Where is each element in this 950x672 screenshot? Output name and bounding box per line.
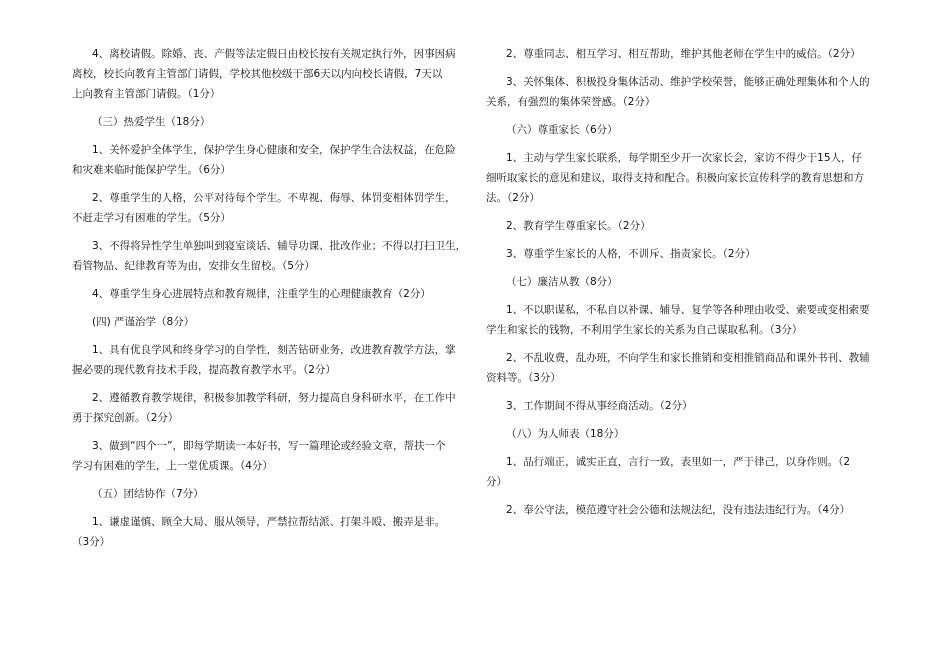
text-line: （七）廉洁从教（8分）	[506, 276, 618, 288]
text-line: 4、离校请假。除婚、丧、产假等法定假日由校长按有关规定执行外，因事因病	[92, 48, 456, 60]
text-line: （三）热爱学生（18分）	[92, 116, 211, 128]
text-line: 2、不乱收费，乱办班，不向学生和家长推销和变相推销商品和课外书刊、教辅	[506, 352, 870, 364]
text-line: （五）团结协作（7分）	[92, 488, 204, 500]
clause-paragraph	[486, 348, 882, 388]
text-line: (四) 严谨治学（8分）	[92, 316, 195, 328]
left-column	[72, 44, 472, 552]
text-line: 1、主动与学生家长联系，每学期至少开一次家长会，家访不得少于15人，仔	[506, 152, 863, 164]
section-heading	[72, 312, 472, 332]
text-line: 法。（2分）	[486, 192, 540, 204]
text-line: 3、做到“四个一”，即每学期读一本好书，写一篇理论或经验文章，帮扶一个	[92, 440, 446, 452]
clause-paragraph	[72, 140, 472, 180]
clause-paragraph	[486, 396, 882, 416]
text-line: 2、尊重同志、相互学习、相互帮助，维护其他老师在学生中的威信。（2分）	[506, 48, 861, 60]
clause-paragraph	[486, 72, 882, 112]
text-line: 1、谦虚谨慎、顾全大局、服从领导，严禁拉帮结派、打架斗殴、搬弄是非。	[92, 516, 446, 528]
text-line: 2、尊重学生的人格，公平对待每个学生。不卑视、侮辱、体罚变相体罚学生，	[92, 192, 456, 204]
text-line: 细听取家长的意见和建议，取得支持和配合。积极向家长宣传科学的教育思想和方	[486, 172, 864, 184]
text-line: 3、尊重学生家长的人格，不训斥、指责家长。（2分）	[506, 248, 756, 260]
clause-paragraph	[486, 216, 882, 236]
text-line: 分）	[486, 476, 507, 488]
text-line: 握必要的现代教育技术手段，提高教育教学水平。（2分）	[72, 364, 336, 376]
text-line: 离校，校长向教育主管部门请假，学校其他校级干部6天以内向校长请假，7天以	[72, 68, 443, 80]
clause-paragraph	[486, 44, 882, 64]
text-line: 和灾难来临时能保护学生。（6分）	[72, 164, 231, 176]
clause-paragraph	[486, 300, 882, 340]
clause-paragraph	[72, 236, 472, 276]
text-line: （3分）	[72, 536, 111, 548]
section-heading	[486, 424, 882, 444]
clause-paragraph	[72, 388, 472, 428]
text-line: 1、品行端正，诚实正直，言行一致，表里如一，严于律己，以身作则。（2	[506, 456, 851, 468]
clause-paragraph	[72, 436, 472, 476]
section-heading	[486, 120, 882, 140]
clause-paragraph	[486, 244, 882, 264]
text-line: 3、关怀集体、积极投身集体活动、维护学校荣誉，能够正确处理集体和个人的	[506, 76, 870, 88]
right-column	[486, 44, 882, 520]
text-line: 关系，有强烈的集体荣誉感。（2分）	[486, 96, 656, 108]
text-line: 勇于探究创新。（2分）	[72, 412, 179, 424]
clause-paragraph	[72, 284, 472, 304]
section-heading	[72, 112, 472, 132]
text-line: 学习有困难的学生，上一堂优质课。（4分）	[72, 460, 273, 472]
clause-paragraph	[486, 452, 882, 492]
clause-paragraph	[72, 340, 472, 380]
text-line: 1、不以职谋私，不私自以补课、辅导、复学等各种理由收受、索要或变相索要	[506, 304, 870, 316]
text-line: （八）为人师表（18分）	[506, 428, 625, 440]
text-line: 3、工作期间不得从事经商活动。（2分）	[506, 400, 693, 412]
clause-paragraph	[72, 188, 472, 228]
clause-paragraph	[72, 44, 472, 104]
text-line: 不赶走学习有困难的学生。（5分）	[72, 212, 231, 224]
clause-paragraph	[72, 512, 472, 552]
text-line: （六）尊重家长（6分）	[506, 124, 618, 136]
text-line: 4、尊重学生身心进展特点和教育规律，注重学生的心理健康教育（2分）	[92, 288, 431, 300]
section-heading	[486, 272, 882, 292]
text-line: 2、教育学生尊重家长。（2分）	[506, 220, 651, 232]
text-line: 上向教育主管部门请假。（1分）	[72, 88, 221, 100]
clause-paragraph	[486, 148, 882, 208]
text-line: 3、不得将异性学生单独叫到寝室谈话、辅导功课、批改作业；不得以打扫卫生，	[92, 240, 467, 252]
section-heading	[72, 484, 472, 504]
text-line: 2、遵循教育教学规律，积极参加教学科研，努力提高自身科研水平，在工作中	[92, 392, 456, 404]
text-line: 1、关怀爱护全体学生，保护学生身心健康和安全，保护学生合法权益，在危险	[92, 144, 456, 156]
clause-paragraph	[486, 500, 882, 520]
text-line: 1、具有优良学风和终身学习的自学性，刻苦钻研业务，改进教育教学方法，掌	[92, 344, 456, 356]
text-line: 资料等。（3分）	[486, 372, 561, 384]
text-line: 2、奉公守法，模范遵守社会公德和法规法纪，没有违法违纪行为。（4分）	[506, 504, 851, 516]
text-line: 学生和家长的钱物，不利用学生家长的关系为自己谋取私利。（3分）	[486, 324, 803, 336]
text-line: 看管物品、纪律教育等为由，安排女生留校。（5分）	[72, 260, 315, 272]
